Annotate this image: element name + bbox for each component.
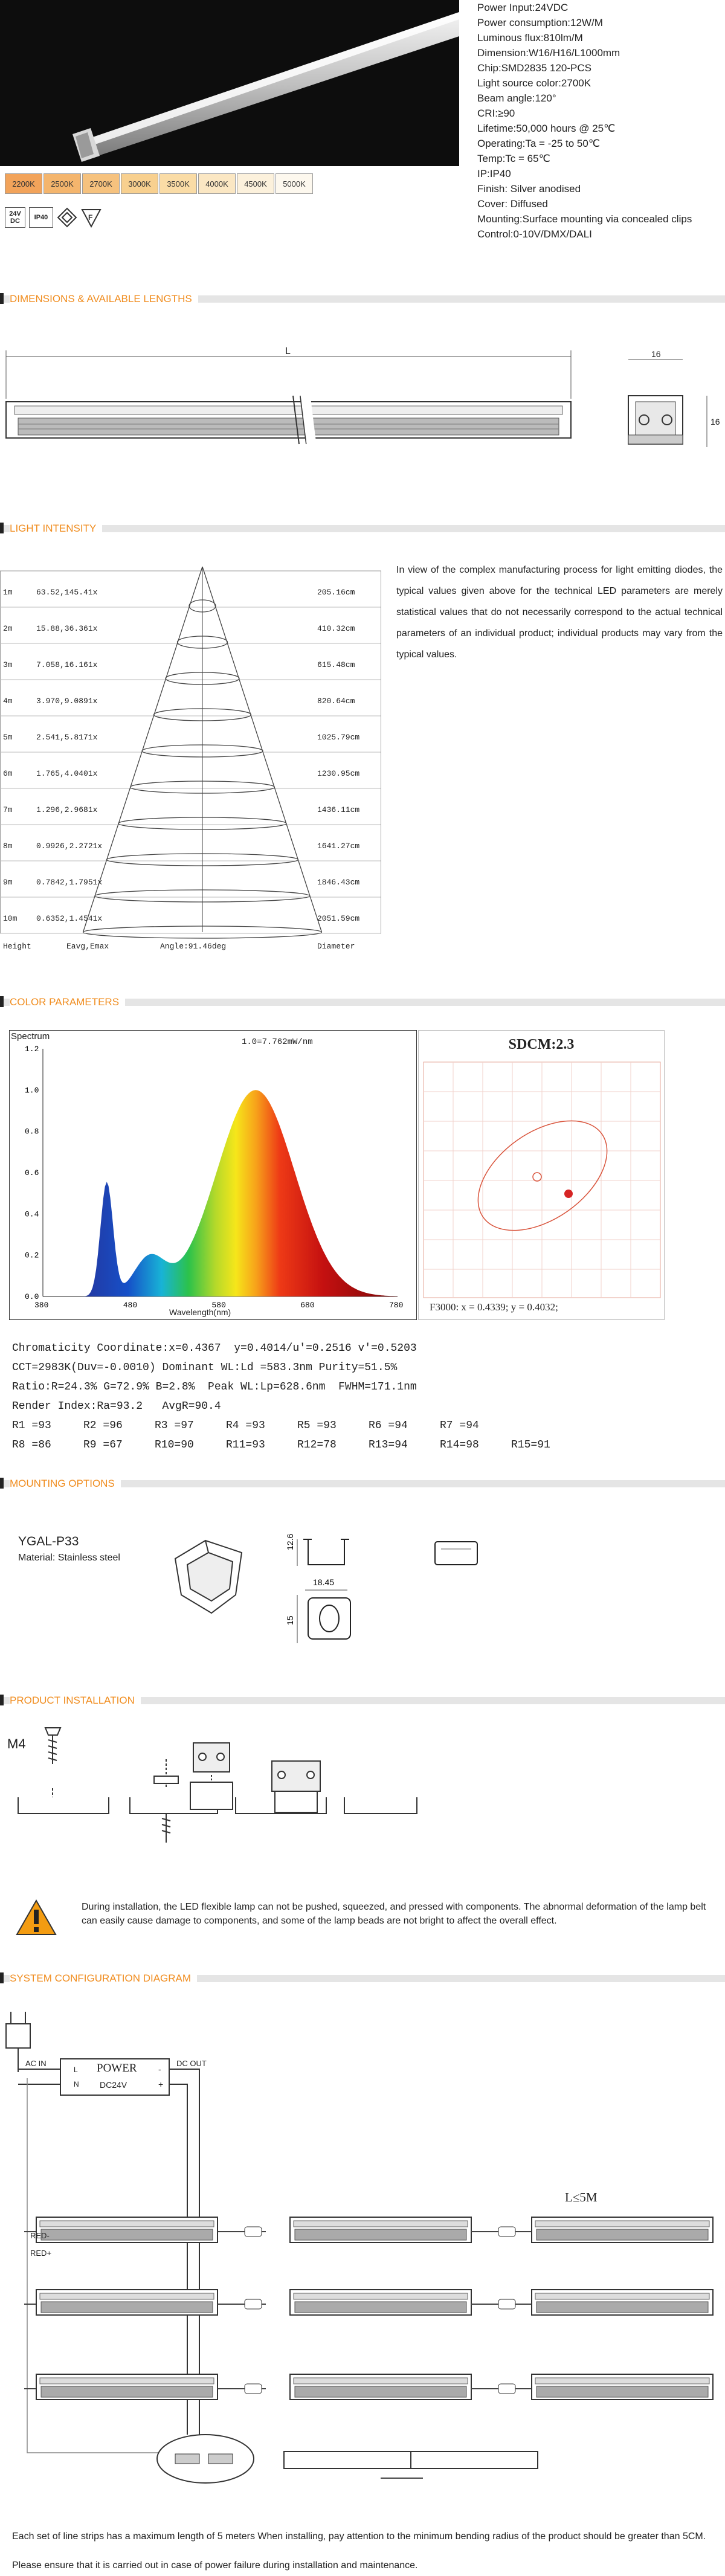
- installation-steps-diagram: [0, 1722, 423, 1861]
- led-strip: [290, 2374, 471, 2400]
- x-tick: 480: [123, 1301, 138, 1310]
- led-strip: [532, 2217, 713, 2243]
- render-index-line: Render Index:Ra=93.2 AvgR=90.4: [12, 1400, 221, 1412]
- neutral-terminal: N: [74, 2080, 79, 2088]
- f-mark-icon: [81, 207, 102, 228]
- row-height: 4m: [3, 697, 13, 706]
- svg-text:15: 15: [285, 1615, 295, 1625]
- sdcm-ellipse-plot: [419, 1031, 665, 1321]
- sdcm-chart: [418, 1030, 665, 1320]
- r-value: R3 =97: [155, 1420, 194, 1432]
- footer-angle: Angle:91.46deg: [160, 942, 227, 951]
- row-diameter: 1230.95cm: [317, 769, 360, 778]
- row-diameter: 1641.27cm: [317, 842, 360, 851]
- spec-item: Luminous flux:810lm/M: [477, 32, 583, 43]
- spec-item: Power Input:24VDC: [477, 2, 569, 13]
- dc-badge: 24V DC: [5, 207, 25, 228]
- row-illuminance: 0.6352,1.4541x: [36, 914, 103, 923]
- length-label: L: [285, 346, 291, 356]
- y-tick: 0.6: [25, 1168, 39, 1177]
- row-illuminance: 0.7842,1.7951x: [36, 878, 103, 887]
- section-dimensions: [0, 292, 725, 305]
- target-point: [533, 1173, 541, 1181]
- spec-item: Light source color:2700K: [477, 77, 591, 89]
- x-tick: 680: [300, 1301, 315, 1310]
- footer-diameter: Diameter: [317, 942, 355, 951]
- section-system-configuration: [0, 1971, 725, 1985]
- red-minus-label: RED-: [30, 2231, 50, 2240]
- y-tick: 0.0: [25, 1292, 39, 1301]
- spectrum-curve: [60, 1090, 398, 1296]
- section-title: MOUNTING OPTIONS: [10, 1478, 121, 1490]
- spec-item: Dimension:W16/H16/L1000mm: [477, 47, 620, 59]
- y-tick: 0.4: [25, 1209, 39, 1219]
- light-intensity-rows: [0, 562, 387, 979]
- spectrum-xlabel: Wavelength(nm): [169, 1307, 231, 1317]
- row-height: 7m: [3, 805, 13, 814]
- spec-item: Power consumption:12W/M: [477, 17, 603, 28]
- row-height: 1m: [3, 588, 13, 597]
- x-tick: 580: [211, 1301, 226, 1310]
- connector-detail-icon: [157, 2435, 254, 2483]
- row-height: 8m: [3, 842, 13, 851]
- x-tick: 380: [34, 1301, 49, 1310]
- row-diameter: 1025.79cm: [317, 733, 360, 742]
- r-value: R14=98: [440, 1439, 479, 1451]
- section-title: LIGHT INTENSITY: [10, 523, 102, 535]
- row-diameter: 2051.59cm: [317, 914, 360, 923]
- light-intensity-note: In view of the complex manufacturing process for light emitting diodes, the typical values given above for the technical LED parameters are merely statistical values that do not necessarily correspond to the actual technical parameters of an individual product; individual products may vary from the typical values.: [396, 565, 723, 660]
- led-profile-image: [0, 0, 459, 166]
- spec-item: Temp:Tc = 65℃: [477, 153, 550, 164]
- plus-terminal: +: [158, 2079, 164, 2089]
- swatch-4000K: 4000K: [198, 173, 236, 194]
- led-strip: [290, 2217, 471, 2243]
- minus-terminal: -: [158, 2064, 161, 2074]
- clip-material: Material: Stainless steel: [18, 1553, 120, 1563]
- r-value: R13=94: [369, 1439, 408, 1451]
- r-value: R6 =94: [369, 1420, 408, 1432]
- section-color-parameters: [0, 995, 725, 1008]
- svg-text:F: F: [88, 213, 93, 222]
- row-diameter: 410.32cm: [317, 624, 355, 633]
- svg-text:12.6: 12.6: [285, 1533, 295, 1550]
- spectrum-title: Spectrum: [11, 1031, 50, 1042]
- spec-item: CRI:≥90: [477, 108, 515, 119]
- swatch-3500K: 3500K: [160, 173, 197, 194]
- warning-icon: [15, 1899, 57, 1936]
- led-strip: [36, 2374, 218, 2400]
- row-height: 6m: [3, 769, 13, 778]
- r-value: R9 =67: [83, 1439, 123, 1451]
- spec-item: Mounting:Surface mounting via concealed clips: [477, 213, 692, 225]
- led-strip: [532, 2290, 713, 2315]
- clip-model: YGAL-P33: [18, 1534, 79, 1548]
- r-values-grid: [12, 1420, 616, 1462]
- spec-item: Operating:Ta = -25 to 50℃: [477, 138, 600, 149]
- ip-badge: IP40: [29, 207, 53, 228]
- ratio-line: Ratio:R=24.3% G=72.9% B=2.8% Peak WL:Lp=628.6nm FWHM=171.1nm: [12, 1381, 417, 1393]
- spec-item: Finish: Silver anodised: [477, 183, 581, 195]
- dimension-drawing: [0, 338, 725, 459]
- footer-height: Height: [3, 942, 31, 951]
- swatch-3000K: 3000K: [121, 173, 158, 194]
- y-tick: 1.0: [25, 1086, 39, 1095]
- row-height: 9m: [3, 878, 13, 887]
- row-illuminance: 7.058,16.161x: [36, 660, 98, 669]
- swatch-2200K: 2200K: [5, 173, 42, 194]
- row-illuminance: 15.88,36.361x: [36, 624, 98, 633]
- section-light-intensity: [0, 521, 725, 535]
- led-strip: [36, 2290, 218, 2315]
- spec-item: Chip:SMD2835 120-PCS: [477, 62, 591, 74]
- y-tick: 0.2: [25, 1251, 39, 1260]
- spec-item: Control:0-10V/DMX/DALI: [477, 228, 592, 240]
- measured-point: [564, 1190, 573, 1198]
- swatch-2500K: 2500K: [44, 173, 81, 194]
- r-value: R12=78: [297, 1439, 337, 1451]
- power-label: POWER: [97, 2062, 137, 2075]
- dc24-label: DC24V: [100, 2080, 127, 2090]
- mounting-clip-drawings: [169, 1522, 507, 1655]
- led-strip: [532, 2374, 713, 2400]
- row-diameter: 615.48cm: [317, 660, 355, 669]
- row-illuminance: 63.52,145.41x: [36, 588, 98, 597]
- row-diameter: 205.16cm: [317, 588, 355, 597]
- row-diameter: 1846.43cm: [317, 878, 360, 887]
- clip-3d-icon: [175, 1541, 242, 1613]
- y-tick: 1.2: [25, 1045, 39, 1054]
- section-product-installation: [0, 1693, 725, 1707]
- row-height: 2m: [3, 624, 13, 633]
- spec-item: Lifetime:50,000 hours @ 25℃: [477, 123, 616, 134]
- row-illuminance: 1.765,4.0401x: [36, 769, 98, 778]
- section-title: COLOR PARAMETERS: [10, 996, 125, 1008]
- row-illuminance: 0.9926,2.2721x: [36, 842, 103, 851]
- ac-in-label: AC IN: [25, 2059, 47, 2068]
- led-strip: [36, 2217, 218, 2243]
- sdcm-note: F3000: x = 0.4339; y = 0.4032;: [430, 1301, 558, 1313]
- spec-item: IP:IP40: [477, 168, 511, 179]
- row-illuminance: 3.970,9.0891x: [36, 697, 98, 706]
- swatch-2700K: 2700K: [82, 173, 120, 194]
- screw-size-label: M4: [7, 1736, 26, 1751]
- section-title: PRODUCT INSTALLATION: [10, 1695, 141, 1707]
- row-height: 5m: [3, 733, 13, 742]
- row-illuminance: 1.296,2.9681x: [36, 805, 98, 814]
- svg-text:18.45: 18.45: [313, 1577, 335, 1587]
- row-diameter: 820.64cm: [317, 697, 355, 706]
- sdcm-title: SDCM:2.3: [508, 1037, 575, 1052]
- spectrum-plot: [10, 1031, 417, 1321]
- section-mounting-options: [0, 1476, 725, 1490]
- spec-item: Cover: Diffused: [477, 198, 548, 210]
- spec-list: [477, 0, 719, 242]
- chromaticity-line: Chromaticity Coordinate:x=0.4367 y=0.4014/u'=0.2516 v'=0.5203: [12, 1342, 417, 1354]
- dc-out-label: DC OUT: [176, 2059, 207, 2068]
- row-diameter: 1436.11cm: [317, 805, 360, 814]
- r-value: R7 =94: [440, 1420, 479, 1432]
- r-value: R11=93: [226, 1439, 265, 1451]
- section-title: DIMENSIONS & AVAILABLE LENGTHS: [10, 293, 198, 305]
- r-value: R4 =93: [226, 1420, 265, 1432]
- led-strip: [290, 2290, 471, 2315]
- row-illuminance: 2.541,5.8171x: [36, 733, 98, 742]
- cct-line: CCT=2983K(Duv=-0.0010) Dominant WL:Ld =583.3nm Purity=51.5%: [12, 1362, 398, 1374]
- color-temperature-swatches: [5, 173, 313, 194]
- spectrum-chart: [9, 1030, 417, 1320]
- spec-item: Beam angle:120°: [477, 92, 556, 104]
- y-tick: 0.8: [25, 1127, 39, 1136]
- r-value: R8 =86: [12, 1439, 51, 1451]
- certification-icons: [5, 207, 102, 228]
- width-label: 16: [651, 349, 661, 359]
- r-value: R5 =93: [297, 1420, 337, 1432]
- swatch-5000K: 5000K: [276, 173, 313, 194]
- swatch-4500K: 4500K: [237, 173, 274, 194]
- row-height: 3m: [3, 660, 13, 669]
- section-title: SYSTEM CONFIGURATION DIAGRAM: [10, 1972, 197, 1985]
- r-value: R2 =96: [83, 1420, 123, 1432]
- red-plus-label: RED+: [30, 2249, 52, 2258]
- installation-warning: During installation, the LED flexible lamp can not be pushed, squeezed, and pressed with components. The abnormal deformation of the lamp belt can easily cause damage to components, and some of the lamp beads are not bright to affect the overall effect.: [82, 1902, 706, 1926]
- max-length-label: L≤5M: [565, 2190, 598, 2204]
- r-value: R10=90: [155, 1439, 194, 1451]
- system-note-2: Please ensure that it is carried out in case of power failure during installation and maintenance.: [12, 2560, 418, 2571]
- product-photo: [0, 0, 459, 166]
- spectrum-peak-label: 1.0=7.762mW/nm: [242, 1037, 313, 1047]
- system-note-1: Each set of line strips has a maximum length of 5 meters When installing, pay attention to the minimum bending radius of the product should be greater than 5CM.: [12, 2531, 706, 2542]
- safety-class-icon: [57, 207, 77, 228]
- row-height: 10m: [3, 914, 18, 923]
- r-value: R1 =93: [12, 1420, 51, 1432]
- r-value: R15=91: [511, 1439, 550, 1451]
- footer-eavg: Eavg,Emax: [66, 942, 109, 951]
- x-tick: 780: [389, 1301, 404, 1310]
- height-label: 16: [710, 417, 720, 427]
- live-terminal: L: [74, 2066, 78, 2074]
